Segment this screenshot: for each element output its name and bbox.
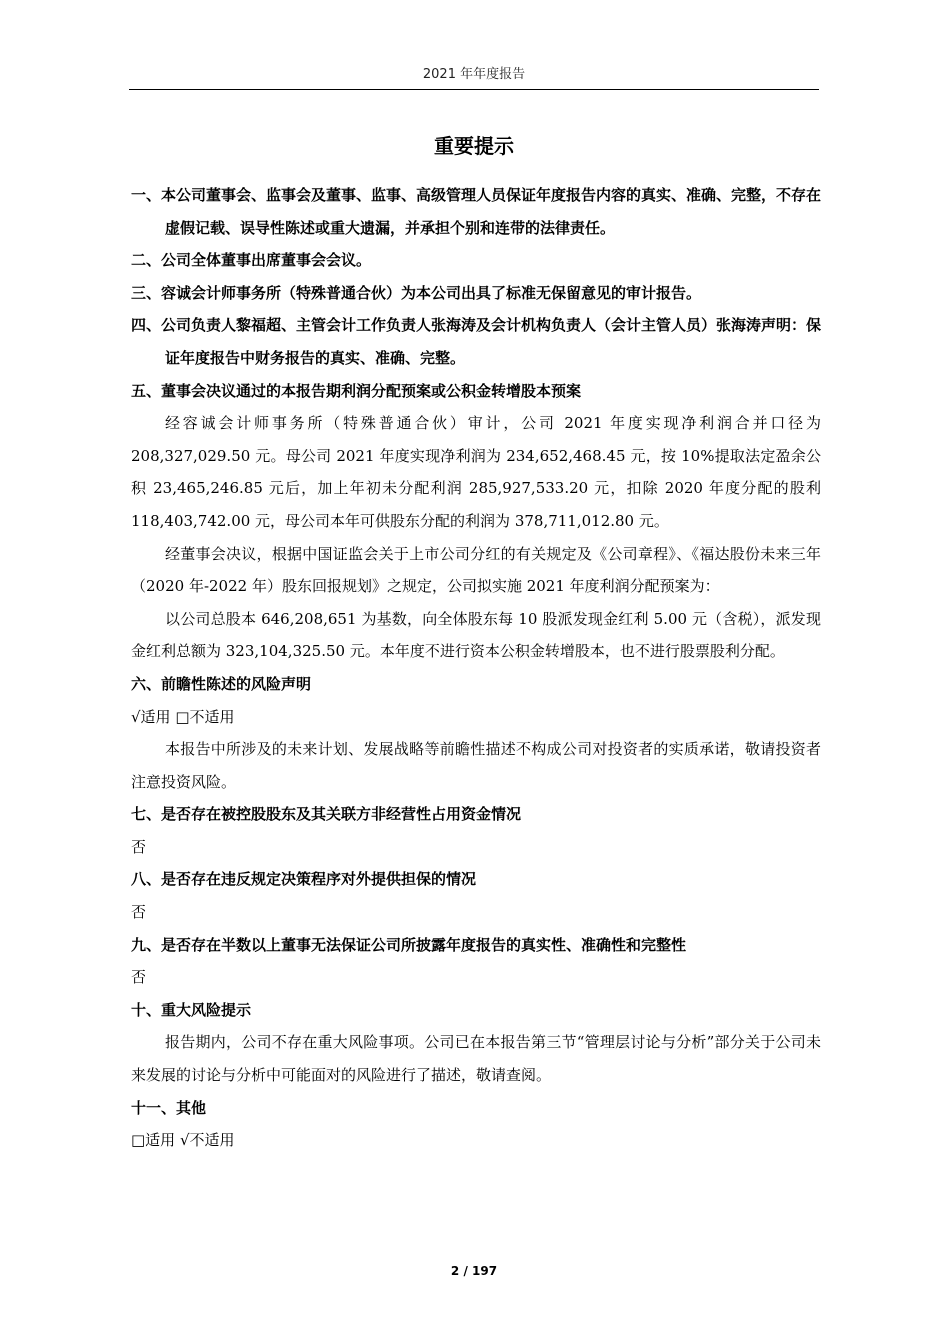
section-7-answer: 否 xyxy=(131,837,147,856)
running-header: 2021 年年度报告 xyxy=(422,67,526,82)
section-8-heading: 八、是否存在违反规定决策程序对外提供担保的情况 xyxy=(131,870,477,889)
section-3-heading: 三、容诚会计师事务所（特殊普通合伙）为本公司出具了标准无保留意见的审计报告。 xyxy=(131,283,702,302)
section-4-heading: 四、公司负责人黎福超、主管会计工作负责人张海涛及会计机构负责人（会计主管人员）张海涛声明：保证年度报告中财务报告的真实、准确、完整。 xyxy=(131,316,822,367)
page-number: 2 / 197 xyxy=(450,1264,498,1278)
profit-paragraph: 经容诚会计师事务所（特殊普通合伙）审计，公司 2021 年度实现净利润合并口径为 208,327,029.50 元。母公司 2021 年度实现净利润为 234,652,468.45 元，按 10%提取法定盈余公积 23,465,246.85 元后，加上年初未分配利润 285,927,533.20 元，扣除 2020 年度分配的股利 118,403,742.00 元，母公司本年可供股东分配的利润为 378,711,012.80 元。 xyxy=(131,414,821,530)
header-rule xyxy=(129,89,819,90)
section-10-heading: 十、重大风险提示 xyxy=(131,1000,252,1019)
section-9-heading: 九、是否存在半数以上董事无法保证公司所披露年度报告的真实性、准确性和完整性 xyxy=(131,935,687,954)
section-6-applicability: √适用 □不适用 xyxy=(131,707,235,726)
section-11-heading: 十一、其他 xyxy=(131,1098,207,1117)
page-title: 重要提示 xyxy=(434,134,514,158)
section-8-answer: 否 xyxy=(131,903,147,922)
document-body xyxy=(131,179,821,1157)
section-1-heading: 一、本公司董事会、监事会及董事、监事、高级管理人员保证年度报告内容的真实、准确、完整，不存在虚假记载、误导性陈述或重大遗漏，并承担个别和连带的法律责任。 xyxy=(131,186,822,237)
section-7-heading: 七、是否存在被控股股东及其关联方非经营性占用资金情况 xyxy=(131,805,522,824)
risk-paragraph: 报告期内，公司不存在重大风险事项。公司已在本报告第三节“管理层讨论与分析”部分关于公司未来发展的讨论与分析中可能面对的风险进行了描述，敬请查阅。 xyxy=(131,1033,821,1085)
forward-looking-paragraph: 本报告中所涉及的未来计划、发展战略等前瞻性描述不构成公司对投资者的实质承诺，敬请投资者注意投资风险。 xyxy=(131,740,821,791)
section-6-heading: 六、前瞻性陈述的风险声明 xyxy=(131,674,312,693)
section-9-answer: 否 xyxy=(131,968,147,987)
section-5-heading: 五、董事会决议通过的本报告期利润分配预案或公积金转增股本预案 xyxy=(131,381,582,400)
section-2-heading: 二、公司全体董事出席董事会会议。 xyxy=(131,251,372,270)
section-11-applicability: □适用 √不适用 xyxy=(131,1131,235,1150)
board-resolution-paragraph: 经董事会决议，根据中国证监会关于上市公司分红的有关规定及《公司章程》、《福达股份未来三年（2020 年-2022 年）股东回报规划》之规定，公司拟实施 2021 年度利润分配预案为： xyxy=(131,544,821,596)
dividend-paragraph: 以公司总股本 646,208,651 为基数，向全体股东每 10 股派发现金红利 5.00 元（含税），派发现金红利总额为 323,104,325.50 元。本年度不进行资本公积金转增股本，也不进行股票股利分配。 xyxy=(131,609,821,661)
